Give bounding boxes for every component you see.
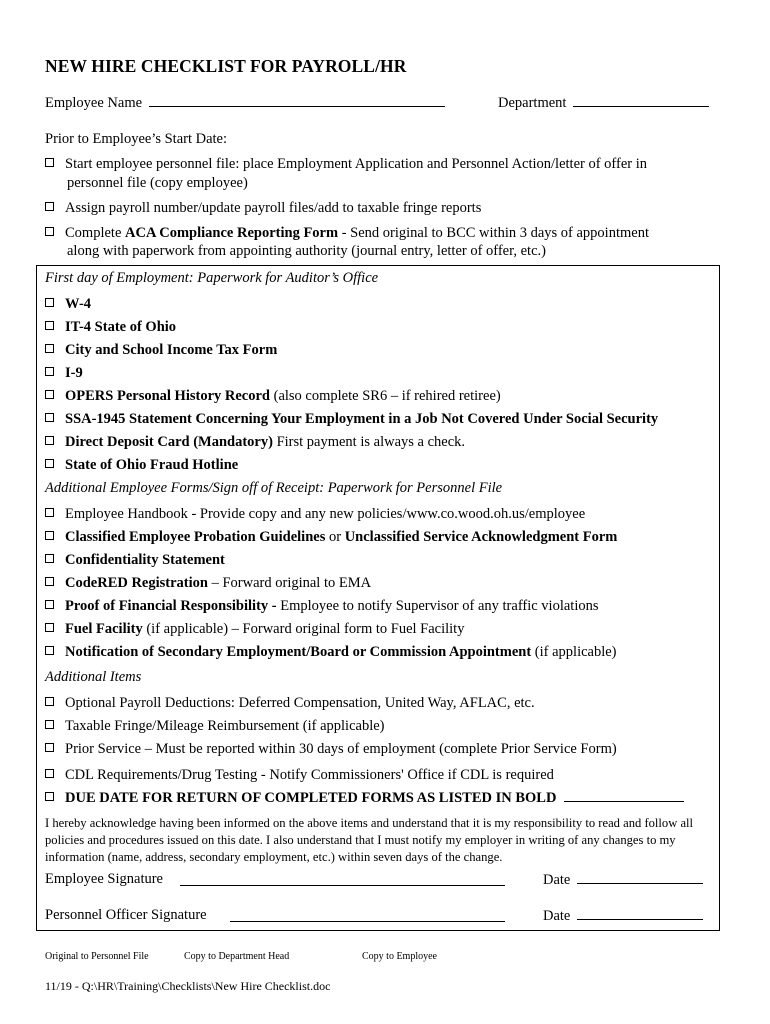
checkbox[interactable]	[45, 367, 54, 376]
checklist-item-due-date[interactable]: DUE DATE FOR RETURN OF COMPLETED FORMS AS LISTED IN BOLD	[45, 789, 684, 807]
checklist-item-probation[interactable]: Classified Employee Probation Guidelines or Unclassified Service Acknowledgment Form	[45, 528, 617, 546]
checklist-item-confidentiality[interactable]: Confidentiality Statement	[45, 551, 225, 569]
checkbox[interactable]	[45, 459, 54, 468]
prior-heading: Prior to Employee’s Start Date:	[45, 131, 228, 147]
officer-signature-label: Personnel Officer Signature	[45, 907, 207, 923]
checklist-item-secondary-employment[interactable]: Notification of Secondary Employment/Board or Commission Appointment (if applicable)	[45, 643, 617, 661]
footer-copy-employee: Copy to Employee	[362, 951, 437, 962]
employee-signature-line[interactable]	[180, 873, 505, 886]
checkbox[interactable]	[45, 202, 54, 211]
checklist-item-it4[interactable]: IT-4 State of Ohio	[45, 318, 176, 336]
checkbox[interactable]	[45, 720, 54, 729]
checkbox[interactable]	[45, 646, 54, 655]
department-line[interactable]	[573, 94, 709, 107]
checklist-item-prior-service[interactable]: Prior Service – Must be reported within 30 days of employment (complete Prior Service Form)	[45, 740, 617, 758]
additional-items-heading: Additional Items	[45, 669, 142, 685]
checkbox[interactable]	[45, 769, 54, 778]
checklist-item-financial-responsibility[interactable]: Proof of Financial Responsibility - Employee to notify Supervisor of any traffic violations	[45, 597, 599, 615]
checklist-item-fuel-facility[interactable]: Fuel Facility (if applicable) – Forward original form to Fuel Facility	[45, 620, 464, 638]
checkbox[interactable]	[45, 413, 54, 422]
checkbox[interactable]	[45, 321, 54, 330]
employee-date-field[interactable]	[543, 871, 703, 889]
date-label: Date	[543, 908, 571, 924]
officer-signature-line[interactable]	[230, 909, 505, 922]
checkbox[interactable]	[45, 792, 54, 801]
checklist-item-start-file-line2: personnel file (copy employee)	[67, 175, 248, 191]
footer-file-path: 11/19 - Q:\HR\Training\Checklists\New Hire Checklist.doc	[45, 979, 331, 993]
officer-date-line[interactable]	[577, 907, 703, 920]
checklist-item-direct-deposit[interactable]: Direct Deposit Card (Mandatory) First payment is always a check.	[45, 433, 465, 451]
employee-date-line[interactable]	[577, 871, 703, 884]
officer-date-field[interactable]	[543, 907, 703, 925]
checkbox[interactable]	[45, 436, 54, 445]
checklist-item-aca-line2: along with paperwork from appointing authority (journal entry, letter of offer, etc.)	[67, 243, 546, 259]
checkbox[interactable]	[45, 577, 54, 586]
checklist-item-payroll-number[interactable]: Assign payroll number/update payroll files/add to taxable fringe reports	[45, 199, 481, 217]
checklist-item-city-tax[interactable]: City and School Income Tax Form	[45, 341, 277, 359]
department-label: Department	[498, 95, 567, 111]
checkbox[interactable]	[45, 623, 54, 632]
footer-original: Original to Personnel File	[45, 951, 149, 962]
checklist-item-cdl[interactable]: CDL Requirements/Drug Testing - Notify Commissioners' Office if CDL is required	[45, 766, 554, 784]
checklist-item-start-file[interactable]: Start employee personnel file: place Employment Application and Personnel Action/letter of offer in	[45, 155, 647, 173]
additional-forms-heading: Additional Employee Forms/Sign off of Receipt: Paperwork for Personnel File	[45, 480, 503, 496]
department-field[interactable]	[498, 94, 709, 112]
first-day-heading: First day of Employment: Paperwork for Auditor’s Office	[45, 270, 379, 286]
checklist-item-aca[interactable]: Complete ACA Compliance Reporting Form - Send original to BCC within 3 days of appointment	[45, 224, 649, 242]
checklist-item-codered[interactable]: CodeRED Registration – Forward original to EMA	[45, 574, 371, 592]
checklist-item-taxable-fringe[interactable]: Taxable Fringe/Mileage Reimbursement (if applicable)	[45, 717, 384, 735]
checklist-item-fraud-hotline[interactable]: State of Ohio Fraud Hotline	[45, 456, 238, 474]
checklist-item-w4[interactable]: W-4	[45, 295, 91, 313]
checkbox[interactable]	[45, 600, 54, 609]
employee-name-field[interactable]	[45, 94, 445, 112]
checkbox[interactable]	[45, 531, 54, 540]
employee-name-label: Employee Name	[45, 95, 143, 111]
date-label: Date	[543, 872, 571, 888]
acknowledgment-text: I hereby acknowledge having been informed on the above items and understand that it is my responsibility to read and follow all policies and procedures issued on this date. I also understand that I must notify my employer in writing of any changes to my information (name, address, secondary employment, etc.) within seven days of the change.	[45, 816, 694, 864]
checklist-item-ssa[interactable]: SSA-1945 Statement Concerning Your Employment in a Job Not Covered Under Social Security	[45, 410, 658, 428]
checkbox[interactable]	[45, 390, 54, 399]
checkbox[interactable]	[45, 158, 54, 167]
checkbox[interactable]	[45, 298, 54, 307]
employee-signature-label: Employee Signature	[45, 871, 163, 887]
checklist-item-i9[interactable]: I-9	[45, 364, 83, 382]
checkbox[interactable]	[45, 554, 54, 563]
checkbox[interactable]	[45, 344, 54, 353]
checklist-item-handbook[interactable]: Employee Handbook - Provide copy and any new policies/www.co.wood.oh.us/employee	[45, 505, 585, 523]
employee-name-line[interactable]	[149, 94, 445, 107]
due-date-line[interactable]	[564, 789, 684, 802]
checkbox[interactable]	[45, 227, 54, 236]
checkbox[interactable]	[45, 697, 54, 706]
checklist-item-opers[interactable]: OPERS Personal History Record (also complete SR6 – if rehired retiree)	[45, 387, 501, 405]
checkbox[interactable]	[45, 743, 54, 752]
checklist-item-optional-deductions[interactable]: Optional Payroll Deductions: Deferred Compensation, United Way, AFLAC, etc.	[45, 694, 535, 712]
checkbox[interactable]	[45, 508, 54, 517]
footer-copy-department: Copy to Department Head	[184, 951, 290, 962]
page-title: NEW HIRE CHECKLIST FOR PAYROLL/HR	[45, 56, 407, 76]
